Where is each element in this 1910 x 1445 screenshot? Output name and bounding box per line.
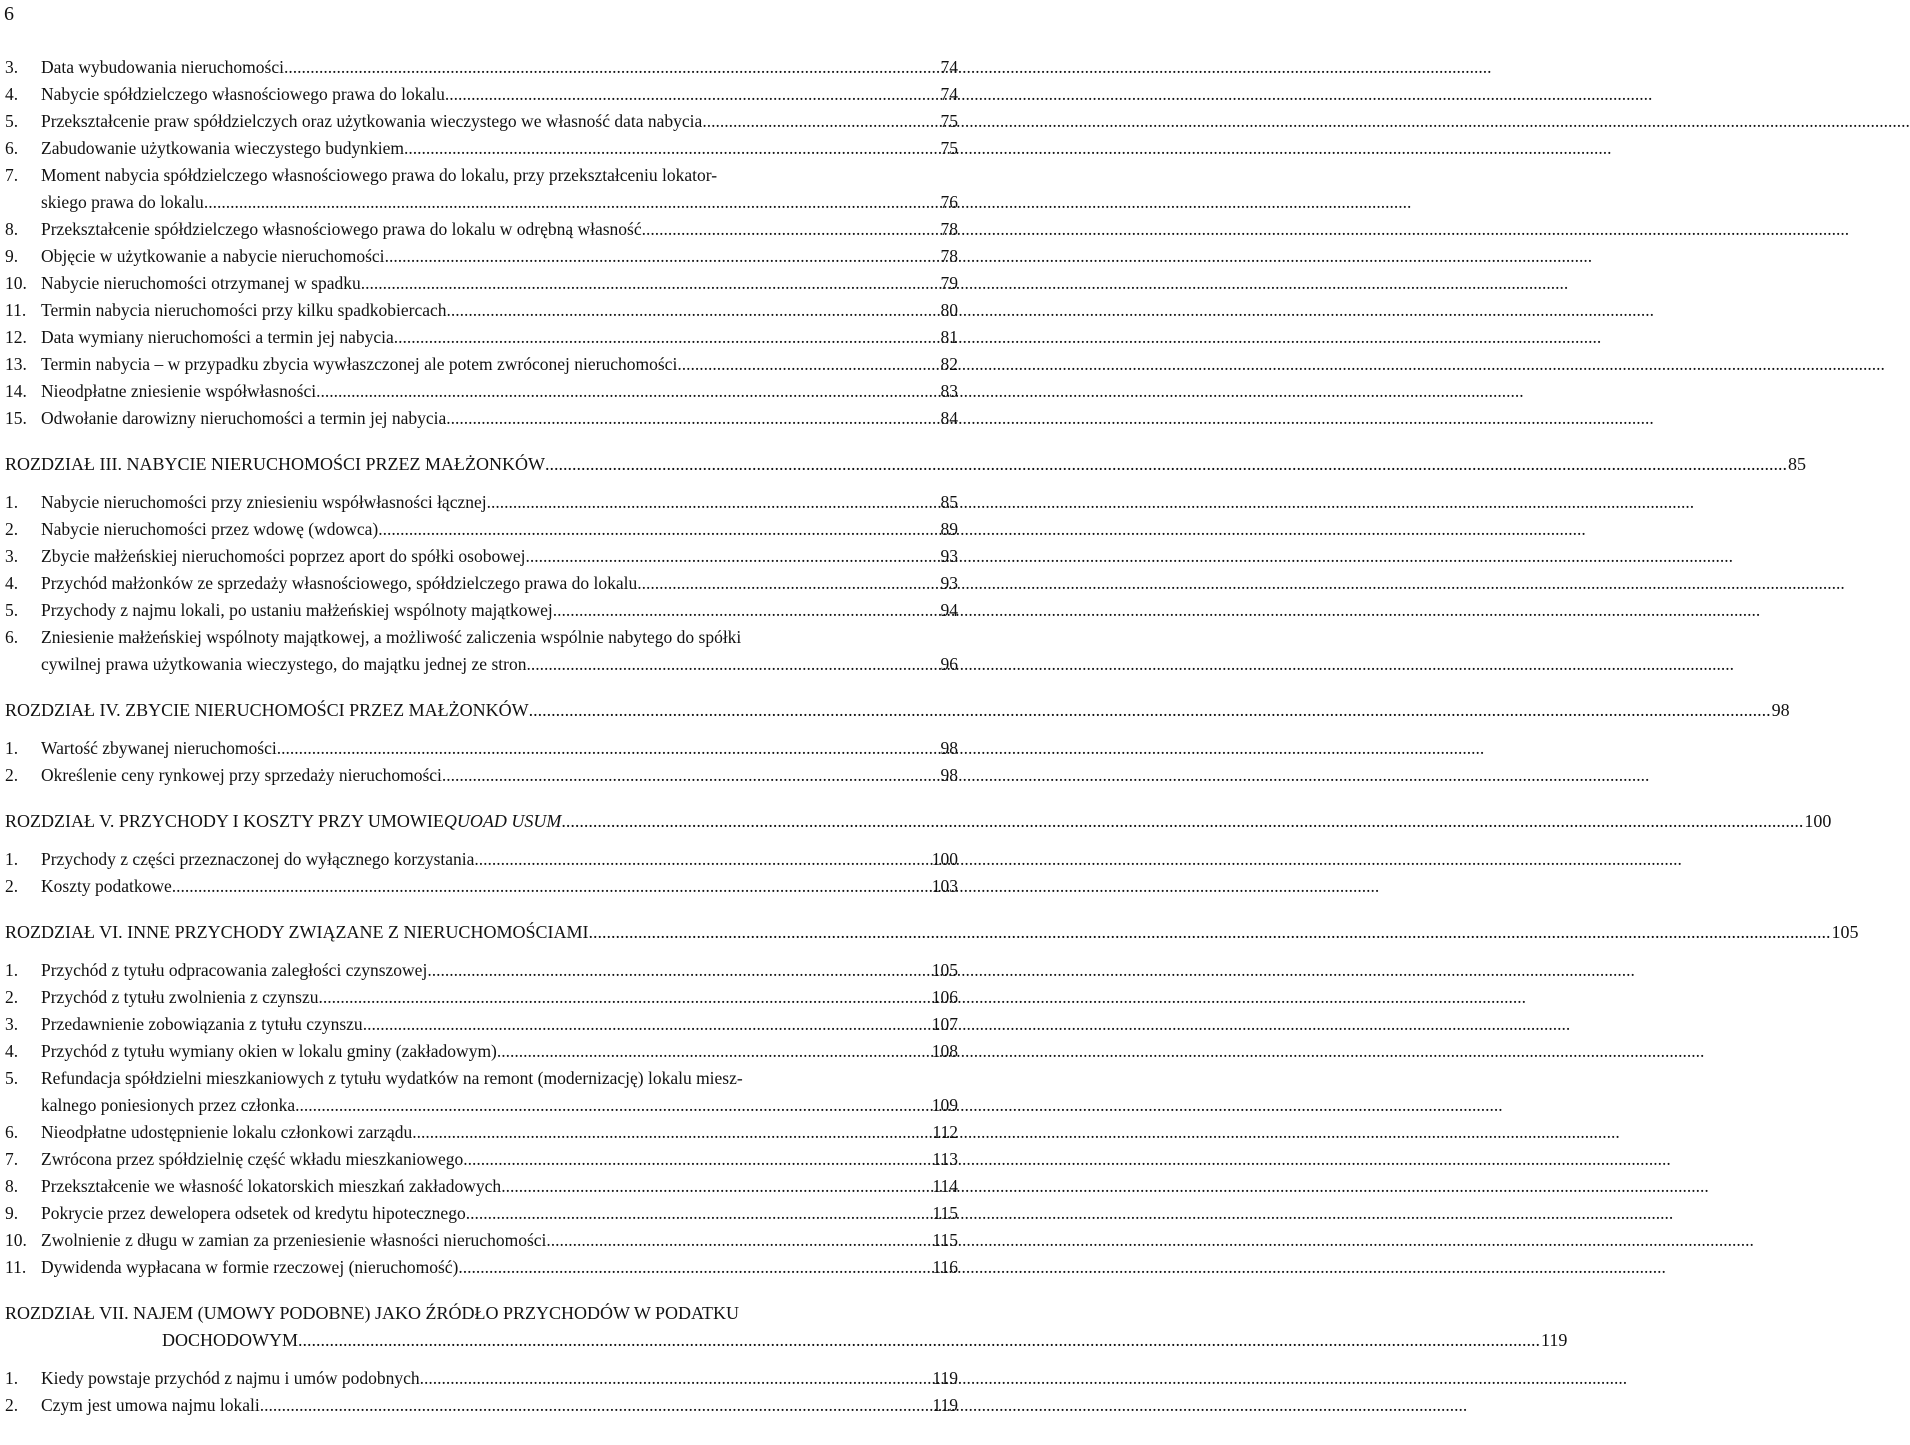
toc-entry[interactable]: [0, 1392, 958, 1419]
chapter-title-text: ROZDZIAŁ VII. NAJEM (UMOWY PODOBNE) JAKO ŹRÓDŁO PRZYCHODÓW W PODATKU: [5, 1303, 739, 1323]
entry-line: [41, 651, 958, 678]
entry-title: Nabycie nieruchomości przy zniesieniu współwłasności łącznej: [41, 492, 487, 512]
dot-leader: [642, 216, 940, 243]
entry-body: [41, 1038, 958, 1065]
toc-entry[interactable]: [0, 735, 958, 762]
page-ref: 85: [1787, 454, 1806, 474]
page-ref: 76: [940, 192, 958, 212]
entry-line: [41, 1011, 958, 1038]
entry-title: Przychód z tytułu zwolnienia z czynszu: [41, 987, 319, 1007]
entry-body: [41, 489, 958, 516]
entry-title: Przedawnienie zobowiązania z tytułu czynszu: [41, 1014, 363, 1034]
toc-entry[interactable]: [0, 489, 958, 516]
page-ref: 81: [940, 327, 958, 347]
page-ref: 96: [940, 654, 958, 674]
entry-title: Odwołanie darowizny nieruchomości a termin jej nabycia: [41, 408, 447, 428]
dot-leader: [427, 957, 930, 984]
entry-title: Koszty podatkowe: [41, 876, 172, 896]
toc-entry[interactable]: [0, 378, 958, 405]
entry-number: 2.: [5, 876, 19, 896]
toc-entry[interactable]: [0, 1011, 958, 1038]
entry-number: 1.: [5, 1368, 19, 1388]
entry-body: [41, 1146, 958, 1173]
entry-line: [41, 297, 958, 324]
toc-entry[interactable]: [0, 162, 958, 216]
entry-body: [41, 543, 958, 570]
page-ref: 83: [940, 381, 958, 401]
entry-title: Przychód z tytułu odpracowania zaległości czynszowej: [41, 960, 428, 980]
entry-line: [41, 873, 958, 900]
entry-title: Dywidenda wypłacana w formie rzeczowej (nieruchomość): [41, 1257, 459, 1277]
entry-body: [41, 162, 958, 216]
dot-leader: [204, 189, 940, 216]
entry-line: [41, 624, 958, 651]
dot-leader: [545, 451, 1787, 478]
page-ref: 115: [932, 1203, 958, 1223]
entry-number: 12.: [5, 327, 27, 347]
dot-leader: [553, 597, 940, 624]
toc-entry[interactable]: [0, 597, 958, 624]
entry-body: [41, 270, 958, 297]
entry-line: [41, 1038, 958, 1065]
entry-title: kalnego poniesionych przez członka: [41, 1095, 296, 1115]
dot-leader: [378, 516, 939, 543]
entry-number: 9.: [5, 1203, 19, 1223]
page-ref: 93: [940, 573, 958, 593]
dot-leader: [420, 1365, 932, 1392]
entry-title: Przychód małżonków ze sprzedaży własnościowego, spółdzielczego prawa do lokalu: [41, 573, 638, 593]
entry-title: Termin nabycia nieruchomości przy kilku spadkobiercach: [41, 300, 447, 320]
entry-body: [41, 54, 958, 81]
toc-entry[interactable]: [0, 1065, 958, 1119]
page-ref: 82: [940, 354, 958, 374]
entry-title: Zwrócona przez spółdzielnię część wkładu mieszkaniowego: [41, 1149, 464, 1169]
dot-leader: [466, 1200, 932, 1227]
page-ref: 80: [940, 300, 958, 320]
chapter-title-italic: QUOAD USUM: [443, 811, 562, 831]
dot-leader: [277, 735, 940, 762]
entry-line: [41, 516, 958, 543]
entry-body: [41, 108, 958, 135]
entry-line: [41, 378, 958, 405]
entry-line: [41, 324, 958, 351]
chapter-title: [5, 1300, 1567, 1354]
dot-leader: [526, 651, 939, 678]
entry-title: Nabycie nieruchomości przez wdowę (wdowca): [41, 519, 379, 539]
entry-title: Zniesienie małżeńskiej wspólnoty majątkowej, a możliwość zaliczenia wspólnie nabytego do spółki: [41, 627, 742, 647]
entry-number: 5.: [5, 1068, 19, 1088]
entry-title: skiego prawa do lokalu: [41, 192, 204, 212]
entry-number: 2.: [5, 1395, 19, 1415]
chapter-title: [5, 808, 1831, 835]
entry-body: [41, 351, 958, 378]
entry-title: Przychody z najmu lokali, po ustaniu małżeńskiej wspólnoty majątkowej: [41, 600, 553, 620]
entry-line: [41, 597, 958, 624]
entry-number: 4.: [5, 573, 19, 593]
entry-number: 1.: [5, 849, 19, 869]
entry-number: 7.: [5, 165, 19, 185]
chapter-title-line: [5, 451, 1806, 478]
dot-leader: [442, 762, 940, 789]
page-ref: 78: [940, 219, 958, 239]
entry-line: [41, 984, 958, 1011]
entry-body: [41, 1392, 958, 1419]
dot-leader: [637, 570, 939, 597]
dot-leader: [677, 351, 939, 378]
page-ref: 98: [940, 765, 958, 785]
entry-number: 7.: [5, 1149, 19, 1169]
entry-body: [41, 984, 958, 1011]
entry-line: [41, 54, 958, 81]
toc-entry[interactable]: [0, 1227, 958, 1254]
entry-title: Zabudowanie użytkowania wieczystego budynkiem: [41, 138, 405, 158]
page-ref: 112: [932, 1122, 958, 1142]
entry-body: [41, 570, 958, 597]
toc-entry[interactable]: [0, 108, 958, 135]
entry-number: 3.: [5, 1014, 19, 1034]
entry-body: [41, 243, 958, 270]
entry-title: Czym jest umowa najmu lokali: [41, 1395, 260, 1415]
chapter-title: [5, 919, 1858, 946]
page-ref: 93: [940, 546, 958, 566]
toc-entry[interactable]: [0, 324, 958, 351]
entry-line: [41, 1092, 958, 1119]
entry-number: 2.: [5, 765, 19, 785]
toc-entry[interactable]: [0, 543, 958, 570]
chapter-heading[interactable]: [0, 919, 1859, 946]
entry-line: [41, 1365, 958, 1392]
entry-line: [41, 1254, 958, 1281]
toc-entry[interactable]: [0, 54, 958, 81]
entry-body: [41, 1011, 958, 1038]
toc-entry[interactable]: [0, 846, 958, 873]
chapter-heading[interactable]: [0, 1300, 1568, 1354]
page-ref: 114: [932, 1176, 958, 1196]
toc-entry[interactable]: [0, 873, 958, 900]
toc-entry[interactable]: [0, 135, 958, 162]
entry-title: Przychód z tytułu wymiany okien w lokalu gminy (zakładowym): [41, 1041, 497, 1061]
entry-title: Przekształcenie praw spółdzielczych oraz użytkowania wieczystego we własność data nabycia: [41, 111, 703, 131]
chapter-title-text: ROZDZIAŁ V. PRZYCHODY I KOSZTY PRZY UMOWIE: [5, 811, 444, 831]
dot-leader: [474, 846, 930, 873]
entry-title: Przekształcenie we własność lokatorskich mieszkań zakładowych: [41, 1176, 502, 1196]
dot-leader: [394, 324, 940, 351]
entry-title: Nieodpłatne zniesienie współwłasności: [41, 381, 317, 401]
dot-leader: [526, 543, 940, 570]
entry-body: [41, 216, 958, 243]
entry-body: [41, 1227, 958, 1254]
dot-leader: [458, 1254, 931, 1281]
toc-entry[interactable]: [0, 297, 958, 324]
entry-line: [41, 135, 958, 162]
entry-number: 4.: [5, 1041, 19, 1061]
entry-number: 6.: [5, 138, 19, 158]
entry-line: [41, 762, 958, 789]
entry-number: 5.: [5, 600, 19, 620]
chapter-title: [5, 451, 1806, 478]
entry-number: 13.: [5, 354, 27, 374]
dot-leader: [445, 81, 940, 108]
chapter-title-text: ROZDZIAŁ III. NABYCIE NIERUCHOMOŚCI PRZEZ MAŁŻONKÓW: [5, 454, 545, 474]
table-of-contents: [0, 54, 1859, 1419]
entry-line: [41, 543, 958, 570]
toc-entry[interactable]: [0, 570, 958, 597]
entry-title: Wartość zbywanej nieruchomości: [41, 738, 277, 758]
entry-body: [41, 516, 958, 543]
page-ref: 108: [931, 1041, 958, 1061]
page-ref: 98: [940, 738, 958, 758]
entry-body: [41, 1365, 958, 1392]
entry-line: [41, 1173, 958, 1200]
entry-title: Przychody z części przeznaczonej do wyłącznego korzystania: [41, 849, 475, 869]
entry-title: Nabycie spółdzielczego własnościowego prawa do lokalu: [41, 84, 445, 104]
entry-body: [41, 873, 958, 900]
entry-line: [41, 846, 958, 873]
entry-title: Termin nabycia – w przypadku zbycia wywłaszczonej ale potem zwróconej nieruchomości: [41, 354, 678, 374]
entry-title: Objęcie w użytkowanie a nabycie nieruchomości: [41, 246, 385, 266]
toc-entry[interactable]: [0, 762, 958, 789]
dot-leader: [446, 405, 939, 432]
entry-title: Data wymiany nieruchomości a termin jej nabycia: [41, 327, 394, 347]
entry-line: [41, 81, 958, 108]
entry-number: 6.: [5, 627, 19, 647]
entry-body: [41, 1173, 958, 1200]
page-number: 6: [4, 3, 14, 25]
dot-leader: [404, 135, 939, 162]
toc-entry[interactable]: [0, 1119, 958, 1146]
toc-entry[interactable]: [0, 1365, 958, 1392]
entry-line: [41, 1119, 958, 1146]
entry-number: 1.: [5, 738, 19, 758]
toc-entry[interactable]: [0, 1038, 958, 1065]
entry-line: [41, 1227, 958, 1254]
entry-body: [41, 1254, 958, 1281]
page-ref: 106: [931, 987, 958, 1007]
chapter-title-line: [5, 1327, 1567, 1354]
page-ref: 100: [1804, 811, 1832, 831]
toc-entry[interactable]: [0, 243, 958, 270]
entry-line: [41, 489, 958, 516]
chapter-title-text: ROZDZIAŁ IV. ZBYCIE NIERUCHOMOŚCI PRZEZ MAŁŻONKÓW: [5, 700, 529, 720]
entry-number: 3.: [5, 546, 19, 566]
entry-title: Przekształcenie spółdzielczego własnościowego prawa do lokalu w odrębną własność: [41, 219, 642, 239]
page-ref: 85: [940, 492, 958, 512]
dot-leader: [497, 1038, 931, 1065]
page-ref: 94: [940, 600, 958, 620]
entry-number: 10.: [5, 273, 27, 293]
toc-entry[interactable]: [0, 984, 958, 1011]
entry-line: [41, 243, 958, 270]
page-ref: 119: [932, 1368, 958, 1388]
entry-line: [41, 189, 958, 216]
entry-body: [41, 597, 958, 624]
entry-body: [41, 135, 958, 162]
toc-entry[interactable]: [0, 1254, 958, 1281]
entry-body: [41, 324, 958, 351]
entry-body: [41, 624, 958, 678]
entry-number: 11.: [5, 1257, 27, 1277]
entry-body: [41, 846, 958, 873]
page-ref: 105: [1831, 922, 1859, 942]
toc-entry[interactable]: [0, 624, 958, 678]
chapter-title-text: ROZDZIAŁ VI. INNE PRZYCHODY ZWIĄZANE Z NIERUCHOMOŚCIAMI: [5, 922, 589, 942]
page-ref: 116: [932, 1257, 958, 1277]
entry-line: [41, 1200, 958, 1227]
dot-leader: [702, 108, 939, 135]
entry-body: [41, 405, 958, 432]
page-ref: 109: [931, 1095, 958, 1115]
entry-number: 9.: [5, 246, 19, 266]
toc-entry[interactable]: [0, 216, 958, 243]
toc-entry[interactable]: [0, 516, 958, 543]
entry-line: [41, 405, 958, 432]
page-ref: 119: [932, 1395, 958, 1415]
entry-title: Data wybudowania nieruchomości: [41, 57, 284, 77]
entry-number: 8.: [5, 1176, 19, 1196]
entry-number: 1.: [5, 960, 19, 980]
page-ref: 115: [932, 1230, 958, 1250]
toc-entry[interactable]: [0, 957, 958, 984]
entry-title: Nieodpłatne udostępnienie lokalu członkowi zarządu: [41, 1122, 413, 1142]
dot-leader: [172, 873, 931, 900]
entry-number: 11.: [5, 300, 27, 320]
page-ref: 100: [931, 849, 958, 869]
entry-number: 14.: [5, 381, 27, 401]
dot-leader: [361, 270, 940, 297]
page-ref: 74: [940, 57, 958, 77]
entry-title: Kiedy powstaje przychód z najmu i umów podobnych: [41, 1368, 420, 1388]
dot-leader: [295, 1092, 931, 1119]
chapter-title-text: DOCHODOWYM: [162, 1330, 298, 1350]
entry-line: [41, 108, 958, 135]
entry-number: 1.: [5, 492, 19, 512]
dot-leader: [284, 54, 940, 81]
entry-line: [41, 351, 958, 378]
entry-body: [41, 1119, 958, 1146]
entry-title: Zwolnienie z długu w zamian za przeniesienie własności nieruchomości: [41, 1230, 547, 1250]
page-ref: 119: [1541, 1330, 1568, 1350]
dot-leader: [447, 297, 940, 324]
page-ref: 74: [940, 84, 958, 104]
entry-number: 15.: [5, 408, 27, 428]
dot-leader: [260, 1392, 932, 1419]
entry-line: [41, 270, 958, 297]
entry-title: Określenie ceny rynkowej przy sprzedaży nieruchomości: [41, 765, 442, 785]
entry-line: [41, 957, 958, 984]
entry-number: 10.: [5, 1230, 27, 1250]
chapter-heading[interactable]: [0, 808, 1832, 835]
entry-number: 3.: [5, 57, 19, 77]
chapter-title-line: [5, 808, 1831, 835]
page-ref: 84: [940, 408, 958, 428]
toc-entry[interactable]: [0, 405, 958, 432]
entry-title: Refundacja spółdzielni mieszkaniowych z tytułu wydatków na remont (modernizację) lokalu miesz-: [41, 1068, 743, 1088]
entry-body: [41, 378, 958, 405]
toc-entry[interactable]: [0, 270, 958, 297]
chapter-heading[interactable]: [0, 451, 1806, 478]
entry-line: [41, 570, 958, 597]
entry-title: cywilnej prawa użytkowania wieczystego, do majątku jednej ze stron: [41, 654, 527, 674]
dot-leader: [546, 1227, 931, 1254]
entry-number: 6.: [5, 1122, 19, 1142]
page-ref: 79: [940, 273, 958, 293]
dot-leader: [463, 1146, 931, 1173]
chapter-heading[interactable]: [0, 697, 1790, 724]
entry-number: 2.: [5, 519, 19, 539]
page-ref: 105: [931, 960, 958, 980]
dot-leader: [487, 489, 940, 516]
entry-body: [41, 957, 958, 984]
page-ref: 113: [932, 1149, 958, 1169]
entry-number: 2.: [5, 987, 19, 1007]
entry-line: [41, 162, 958, 189]
entry-body: [41, 762, 958, 789]
dot-leader: [318, 984, 930, 1011]
entry-number: 8.: [5, 219, 19, 239]
entry-line: [41, 735, 958, 762]
entry-body: [41, 735, 958, 762]
dot-leader: [529, 697, 1771, 724]
toc-entry[interactable]: [0, 1146, 958, 1173]
toc-entry[interactable]: [0, 1200, 958, 1227]
dot-leader: [298, 1327, 1540, 1354]
page-ref: 89: [940, 519, 958, 539]
toc-entry[interactable]: [0, 81, 958, 108]
entry-title: Moment nabycia spółdzielczego własnościowego prawa do lokalu, przy przekształceniu lokator-: [41, 165, 718, 185]
entry-line: [41, 216, 958, 243]
entry-title: Zbycie małżeńskiej nieruchomości poprzez aport do spółki osobowej: [41, 546, 526, 566]
dot-leader: [363, 1011, 931, 1038]
entry-line: [41, 1065, 958, 1092]
entry-body: [41, 297, 958, 324]
dot-leader: [588, 919, 1830, 946]
toc-entry[interactable]: [0, 351, 958, 378]
entry-line: [41, 1146, 958, 1173]
dot-leader: [501, 1173, 931, 1200]
page-ref: 75: [940, 111, 958, 131]
dot-leader: [412, 1119, 931, 1146]
toc-entry[interactable]: [0, 1173, 958, 1200]
entry-title: Nabycie nieruchomości otrzymanej w spadku: [41, 273, 361, 293]
page-ref: 78: [940, 246, 958, 266]
entry-body: [41, 1200, 958, 1227]
page-ref: 103: [931, 876, 958, 896]
entry-body: [41, 1065, 958, 1119]
chapter-title-line: [5, 1300, 1567, 1327]
dot-leader: [385, 243, 940, 270]
dot-leader: [561, 808, 1803, 835]
page-ref: 98: [1771, 700, 1790, 720]
dot-leader: [316, 378, 939, 405]
chapter-title-line: [5, 697, 1790, 724]
page-ref: 75: [940, 138, 958, 158]
entry-line: [41, 1392, 958, 1419]
chapter-title: [5, 697, 1790, 724]
entry-title: Pokrycie przez dewelopera odsetek od kredytu hipotecznego: [41, 1203, 466, 1223]
chapter-title-line: [5, 919, 1858, 946]
page-ref: 107: [931, 1014, 958, 1034]
entry-body: [41, 81, 958, 108]
entry-number: 5.: [5, 111, 19, 131]
entry-number: 4.: [5, 84, 19, 104]
